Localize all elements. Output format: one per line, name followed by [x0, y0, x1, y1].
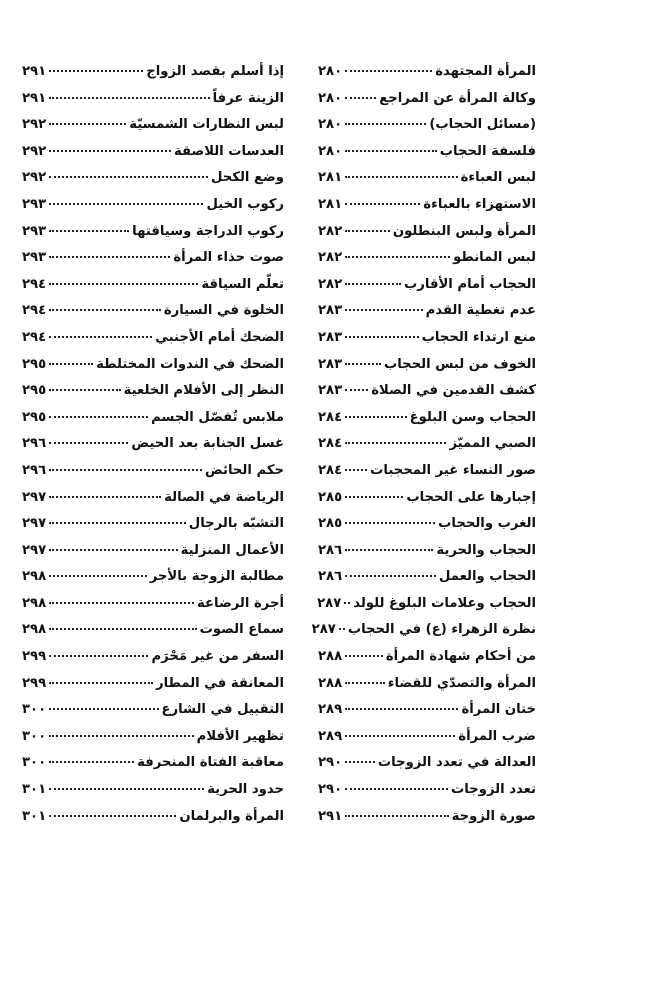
toc-entry-page-number: ٢٨٣ [318, 356, 343, 372]
toc-entry [318, 702, 536, 729]
toc-entry [311, 622, 536, 649]
toc-entry [318, 357, 536, 384]
toc-entry-title: لبس العباءة [460, 170, 536, 186]
toc-leader-dots [345, 97, 376, 99]
toc-entry-title: حكم الحائض [205, 462, 284, 478]
toc-entry [22, 596, 284, 623]
toc-entry-title: تعلّم السياقة [201, 276, 284, 292]
toc-entry-title: المعانقة في المطار [155, 675, 284, 691]
toc-leader-dots [345, 469, 367, 471]
toc-entry-page-number: ٢٨٦ [318, 569, 343, 585]
toc-entry [318, 224, 536, 251]
toc-leader-dots [345, 682, 385, 684]
toc-entry-page-number: ٢٩٣ [22, 196, 47, 212]
toc-leader-dots [345, 416, 406, 418]
toc-leader-dots [345, 150, 437, 152]
toc-entry-title: تظهير الأفلام [196, 728, 284, 744]
toc-entry-title: إذا أسلم بقصد الزواج [146, 64, 284, 79]
toc-entry [22, 622, 284, 649]
toc-entry-page-number: ٢٨٦ [318, 542, 343, 558]
toc-entry-page-number: ٢٨٣ [318, 329, 343, 345]
toc-entry-title: فلسفة الحجاب [439, 143, 536, 159]
toc-leader-dots [345, 389, 368, 391]
toc-entry [22, 250, 284, 277]
toc-entry-page-number: ٢٩٧ [22, 542, 47, 558]
toc-entry [22, 357, 284, 384]
toc-leader-dots [345, 230, 390, 232]
toc-entry-page-number: ٢٨٢ [318, 276, 343, 292]
toc-entry [22, 676, 284, 703]
toc-entry [318, 144, 536, 171]
toc-entry [22, 303, 284, 330]
toc-entry-title: العدسات اللاصقة [173, 143, 284, 159]
toc-entry-title: ركوب الخيل [206, 196, 284, 212]
toc-entry-page-number: ٢٩٨ [22, 595, 47, 611]
toc-leader-dots [345, 496, 403, 498]
toc-entry-title: النظر إلى الأفلام الخلعية [123, 383, 284, 399]
toc-entry [318, 543, 536, 570]
toc-entry [22, 436, 284, 463]
toc-entry-title: الحجاب والعمل [438, 569, 536, 585]
toc-entry [22, 516, 284, 543]
toc-entry [22, 64, 284, 91]
toc-leader-dots [49, 496, 161, 498]
toc-entry-title: الحجاب وعلامات البلوغ للولد [353, 595, 536, 611]
toc-leader-dots [345, 575, 436, 577]
toc-entry-page-number: ٢٨٩ [318, 702, 343, 718]
toc-entry-title: التقبيل في الشارع [161, 702, 284, 718]
toc-entry [318, 490, 536, 517]
toc-entry-title: (مسائل الحجاب) [429, 117, 536, 133]
toc-entry-title: الحجاب والحرية [436, 542, 536, 558]
toc-entry [22, 144, 284, 171]
toc-leader-dots [345, 788, 448, 790]
toc-leader-dots [345, 363, 381, 365]
toc-entry-title: سماع الصوت [199, 622, 284, 638]
toc-entry [318, 729, 536, 756]
toc-entry-page-number: ٢٩٥ [22, 409, 47, 425]
toc-entry-title: حدود الحرية [207, 782, 284, 798]
toc-entry-page-number: ٢٨٣ [318, 303, 343, 319]
toc-entry-page-number: ٢٨٠ [318, 117, 343, 133]
toc-entry [318, 809, 536, 836]
toc-entry-title: كشف القدمين في الصلاة [371, 383, 536, 399]
toc-entry [22, 782, 284, 809]
toc-entry [22, 569, 284, 596]
toc-leader-dots [49, 442, 128, 444]
toc-entry-page-number: ٣٠١ [22, 782, 47, 798]
toc-entry-page-number: ٢٩٢ [22, 143, 47, 159]
toc-entry-title: معاقبة الفتاة المنحرفة [137, 755, 284, 771]
toc-entry [318, 569, 536, 596]
toc-entry-title: غسل الجنابة بعد الحيض [131, 436, 284, 452]
toc-leader-dots [345, 442, 446, 444]
toc-leader-dots [49, 549, 177, 551]
toc-entry-page-number: ٢٩٨ [22, 569, 47, 585]
toc-entry-title: صوت حذاء المرأة [173, 250, 284, 266]
toc-entry-page-number: ٣٠١ [22, 808, 47, 824]
toc-entry-page-number: ٢٩١ [318, 808, 343, 824]
toc-leader-dots [49, 389, 121, 391]
toc-entry-title: الصبي المميّز [449, 436, 536, 452]
toc-entry [22, 170, 284, 197]
toc-leader-dots [345, 309, 423, 311]
toc-leader-dots [345, 708, 458, 710]
toc-entry-page-number: ٢٨٥ [318, 489, 343, 505]
toc-leader-dots [345, 256, 450, 258]
toc-leader-dots [345, 70, 432, 72]
toc-leader-dots [345, 283, 401, 285]
toc-entry [318, 170, 536, 197]
toc-entry-title: أجرة الرضاعة [197, 595, 284, 611]
toc-entry-page-number: ٣٠٠ [22, 702, 47, 718]
toc-leader-dots [49, 309, 161, 311]
toc-entry-title: المرأة ولبس البنطلون [392, 223, 536, 239]
toc-entry-page-number: ٢٩٦ [22, 436, 47, 452]
toc-entry-page-number: ٢٨٠ [318, 90, 343, 106]
toc-entry [318, 91, 536, 118]
toc-entry-page-number: ٣٠٠ [22, 728, 47, 744]
toc-column-left [22, 64, 284, 835]
toc-entry [318, 676, 536, 703]
toc-entry [22, 383, 284, 410]
toc-leader-dots [49, 602, 194, 604]
toc-entry-title: التشبّه بالرجال [188, 516, 284, 532]
toc-entry-title: الزينة عرفاً [212, 90, 284, 106]
toc-leader-dots [345, 522, 435, 524]
toc-entry-title: صور النساء غير المحجبات [370, 462, 536, 478]
toc-leader-dots [49, 416, 148, 418]
toc-entry [318, 277, 536, 304]
toc-entry [22, 490, 284, 517]
toc-entry [318, 436, 536, 463]
toc-leader-dots [49, 70, 143, 72]
toc-leader-dots [345, 176, 457, 178]
toc-entry-title: عدم تغطية القدم [425, 303, 536, 319]
toc-entry-page-number: ٢٩٧ [22, 489, 47, 505]
toc-entry-title: منع ارتداء الحجاب [421, 329, 536, 345]
toc-entry [22, 755, 284, 782]
toc-entry-title: الضحك أمام الأجنبي [155, 329, 284, 345]
toc-leader-dots [49, 336, 152, 338]
toc-entry-page-number: ٢٩٥ [22, 356, 47, 372]
toc-entry-page-number: ٢٩٣ [22, 250, 47, 266]
toc-leader-dots [344, 602, 350, 604]
toc-entry-title: السفر من غير مَحْرَم [151, 649, 284, 665]
toc-entry-page-number: ٢٩٠ [318, 782, 343, 798]
toc-entry-title: صورة الزوجة [451, 808, 536, 824]
toc-leader-dots [49, 708, 158, 710]
toc-entry-page-number: ٢٨٣ [318, 383, 343, 399]
toc-leader-dots [49, 176, 208, 178]
toc-entry-title: المرأة والتصدّي للقضاء [387, 675, 536, 691]
toc-entry [22, 277, 284, 304]
toc-entry [22, 702, 284, 729]
toc-entry-page-number: ٢٩٨ [22, 622, 47, 638]
toc-entry-page-number: ٢٩٥ [22, 383, 47, 399]
toc-leader-dots [345, 735, 455, 737]
toc-entry-page-number: ٢٩١ [22, 90, 47, 106]
toc-entry [318, 303, 536, 330]
toc-entry-title: الخلوة في السيارة [163, 303, 284, 319]
toc-entry [22, 543, 284, 570]
toc-leader-dots [49, 815, 176, 817]
toc-entry-page-number: ٢٨٤ [318, 409, 343, 425]
toc-entry-title: المرأة والبرلمان [179, 808, 284, 824]
toc-entry-page-number: ٢٨٧ [317, 595, 342, 611]
toc-entry-title: الأعمال المنزلية [180, 542, 284, 558]
toc-entry-page-number: ٢٨٨ [318, 675, 343, 691]
toc-entry-page-number: ٢٩٢ [22, 170, 47, 186]
toc-leader-dots [49, 522, 186, 524]
toc-entry-title: وضع الكحل [211, 170, 284, 186]
toc-entry [22, 117, 284, 144]
toc-entry-title: لبس المانطو [453, 250, 536, 266]
toc-entry-title: إجبارها على الحجاب [406, 489, 536, 505]
toc-entry [22, 197, 284, 224]
toc-entry [318, 516, 536, 543]
toc-leader-dots [345, 815, 448, 817]
toc-entry-title: الاستهزاء بالعباءة [423, 196, 536, 212]
toc-entry [22, 91, 284, 118]
toc-entry-title: لبس النظارات الشمسيّة [129, 117, 284, 133]
toc-entry-title: تعدد الزوجات [451, 782, 536, 798]
toc-entry [318, 330, 536, 357]
toc-entry-page-number: ٢٨٤ [318, 436, 343, 452]
toc-entry [22, 729, 284, 756]
toc-entry [22, 649, 284, 676]
toc-entry [318, 596, 536, 623]
toc-entry-title: ملابس تُفصّل الجسم [151, 409, 284, 425]
toc-leader-dots [49, 761, 134, 763]
toc-leader-dots [49, 682, 153, 684]
toc-leader-dots [345, 203, 420, 205]
toc-entry-page-number: ٢٨٨ [318, 649, 343, 665]
toc-entry [318, 250, 536, 277]
toc-entry-page-number: ٢٩٠ [318, 755, 343, 771]
toc-entry [22, 410, 284, 437]
toc-entry-title: العدالة في تعدد الزوجات [377, 755, 536, 771]
toc-entry-title: مطالبة الزوجة بالأجر [149, 569, 284, 585]
toc-entry-page-number: ٢٩١ [22, 64, 47, 79]
toc-entry-page-number: ٢٨٢ [318, 250, 343, 266]
toc-entry [318, 463, 536, 490]
toc-entry-page-number: ٢٩٤ [22, 329, 47, 345]
toc-entry-page-number: ٢٨٠ [318, 64, 343, 79]
toc-entry-title: وكالة المرأة عن المراجع [379, 90, 536, 106]
toc-entry-page-number: ٢٨١ [318, 170, 343, 186]
toc-leader-dots [49, 628, 196, 630]
toc-entry-title: ركوب الدراجة وسياقتها [132, 223, 284, 239]
toc-column-right [311, 64, 536, 835]
toc-entry-title: الضحك في الندوات المختلطة [96, 356, 284, 372]
toc-entry-title: الحجاب أمام الأقارب [404, 276, 536, 292]
toc-entry-page-number: ٢٩٤ [22, 303, 47, 319]
toc-entry [318, 782, 536, 809]
toc-leader-dots [49, 575, 147, 577]
toc-entry-page-number: ٢٩٧ [22, 516, 47, 532]
toc-entry-page-number: ٢٨٠ [318, 143, 343, 159]
toc-leader-dots [345, 655, 383, 657]
toc-entry-title: المرأة المجتهدة [435, 64, 536, 79]
toc-entry [318, 755, 536, 782]
toc-leader-dots [49, 203, 203, 205]
toc-entry-page-number: ٢٨٢ [318, 223, 343, 239]
toc-entry-title: من أحكام شهادة المرأة [385, 649, 536, 665]
toc-entry-page-number: ٢٩٦ [22, 462, 47, 478]
toc-entry [22, 330, 284, 357]
toc-leader-dots [49, 283, 198, 285]
toc-entry-page-number: ٢٨٥ [318, 516, 343, 532]
toc-leader-dots [49, 230, 129, 232]
toc-entry-page-number: ٢٩٤ [22, 276, 47, 292]
toc-entry [318, 410, 536, 437]
toc-entry [318, 649, 536, 676]
toc-entry-page-number: ٢٨٩ [318, 728, 343, 744]
toc-leader-dots [345, 549, 433, 551]
toc-leader-dots [49, 735, 194, 737]
toc-entry-page-number: ٢٨١ [318, 196, 343, 212]
toc-entry [22, 809, 284, 836]
toc-leader-dots [339, 628, 345, 630]
toc-entry-title: ضرب المرأة [458, 728, 536, 744]
toc-leader-dots [345, 336, 418, 338]
toc-entry [318, 64, 536, 91]
toc-entry-title: الغرب والحجاب [438, 516, 536, 532]
toc-entry-page-number: ٢٨٤ [318, 462, 343, 478]
toc-entry-title: نظرة الزهراء (ع) في الحجاب [347, 622, 536, 638]
toc-entry-page-number: ٢٩٩ [22, 675, 47, 691]
toc-entry [318, 383, 536, 410]
toc-entry [318, 117, 536, 144]
toc-entry-title: الرياضة في الصالة [164, 489, 284, 505]
toc-leader-dots [49, 469, 202, 471]
toc-entry-page-number: ٢٩٣ [22, 223, 47, 239]
toc-entry-title: الحجاب وسن البلوغ [409, 409, 536, 425]
toc-entry [22, 463, 284, 490]
toc-entry [22, 224, 284, 251]
toc-leader-dots [49, 150, 171, 152]
toc-entry-page-number: ٢٩٩ [22, 649, 47, 665]
toc-entry [318, 197, 536, 224]
toc-entry-page-number: ٣٠٠ [22, 755, 47, 771]
toc-entry-page-number: ٢٨٧ [311, 622, 336, 638]
toc-leader-dots [49, 363, 93, 365]
toc-entry-page-number: ٢٩٢ [22, 117, 47, 133]
toc-leader-dots [49, 97, 209, 99]
toc-entry-title: الخوف من لبس الحجاب [383, 356, 536, 372]
toc-leader-dots [345, 123, 426, 125]
toc-leader-dots [345, 761, 375, 763]
toc-entry-title: ختان المرأة [461, 702, 536, 718]
toc-leader-dots [49, 655, 148, 657]
toc-leader-dots [49, 788, 204, 790]
toc-leader-dots [49, 256, 170, 258]
toc-leader-dots [49, 123, 126, 125]
